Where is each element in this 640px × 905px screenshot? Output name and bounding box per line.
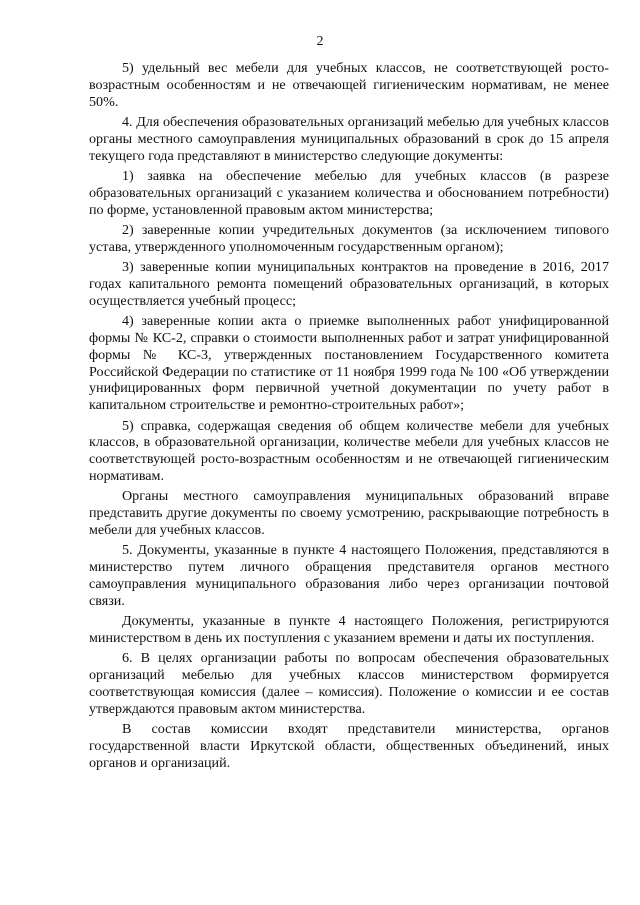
document-body — [89, 60, 609, 775]
paragraph-section-6: 6. В целях организации работы по вопросам обеспечения образовательных организаций мебелью для учебных классов министерством формируется соответствующая комиссия (далее – комиссия). Положение о комиссии и ее состав утверждаются правовым актом министерства. — [89, 650, 609, 717]
paragraph-section-4-intro: 4. Для обеспечения образовательных организаций мебелью для учебных классов органы местного самоуправления муниципальных образований в срок до 15 апреля текущего года представляют в министерство следующие документы: — [89, 113, 609, 164]
paragraph-other-documents: Органы местного самоуправления муниципальных образований вправе представить другие документы по своему усмотрению, раскрывающие потребность в мебели для учебных классов. — [89, 488, 609, 538]
paragraph-item-5-furniture-share: 5) удельный вес мебели для учебных классов, не соответствующей росто-возрастным особенностям и не отвечающей гигиеническим нормативам, не менее 50%. — [89, 60, 609, 110]
paragraph-item-4-acts: 4) заверенные копии акта о приемке выполненных работ унифицированной формы № КС-2, справки о стоимости выполненных работ и затрат унифицированной формы № КС-3, утвержденных постановлением Государственного комитета Российской Федерации по статистике от 11 ноября 1999 года № 100 «Об утверждении унифицированных форм первичной учетной документации по учету работ в капитальном строительстве и ремонтно-строительных работ»; — [89, 313, 609, 414]
page-number: 2 — [316, 34, 324, 49]
paragraph-item-5-certificate: 5) справка, содержащая сведения об общем количестве мебели для учебных классов, в образовательной организации, количестве мебели для учебных классов не соответствующей росто-возрастным особенностям и не отвечающей гигиеническим нормативам. — [89, 417, 609, 484]
paragraph-section-5: 5. Документы, указанные в пункте 4 настоящего Положения, представляются в министерство путем личного обращения представителя органов местного самоуправления муниципального образования либо через организации почтовой связи. — [89, 542, 609, 609]
paragraph-commission-members: В состав комиссии входят представители министерства, органов государственной власти Иркутской области, общественных объединений, иных органов и организаций. — [89, 721, 609, 771]
paragraph-item-1-application: 1) заявка на обеспечение мебелью для учебных классов (в разрезе образовательных организаций с указанием количества и обоснованием потребности) по форме, установленной правовым актом министерства; — [89, 167, 609, 218]
paragraph-item-3-contracts: 3) заверенные копии муниципальных контрактов на проведение в 2016, 2017 годах капитального ремонта помещений образовательных организаций, в которых осуществляется учебный процесс; — [89, 259, 609, 309]
paragraph-registration: Документы, указанные в пункте 4 настоящего Положения, регистрируются министерством в день их поступления с указанием времени и даты их поступления. — [89, 613, 609, 646]
paragraph-item-2-founding-docs: 2) заверенные копии учредительных документов (за исключением типового устава, утвержденного уполномоченным государственным органом); — [89, 221, 609, 255]
